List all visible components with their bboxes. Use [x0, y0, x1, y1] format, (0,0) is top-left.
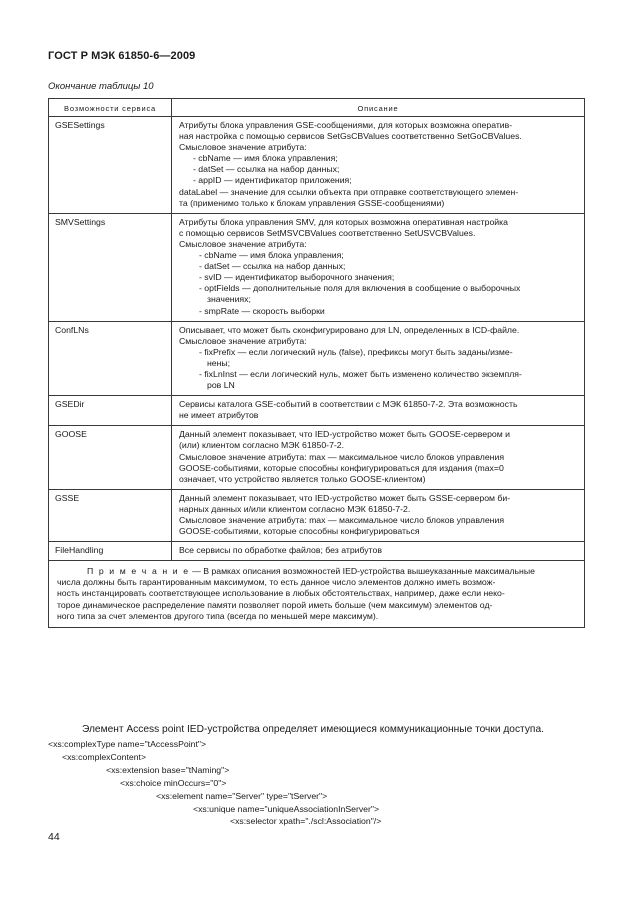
code-line: <xs:selector xpath="./scl:Association"/> — [230, 816, 382, 827]
description-line: Данный элемент показывает, что IED-устройство может быть GOOSE-сервером и — [179, 429, 510, 440]
note-first-line — [57, 566, 576, 577]
table-row — [49, 489, 585, 541]
description-line: - cbName — имя блока управления; — [199, 250, 344, 261]
capability-description — [172, 542, 585, 561]
capability-name: FileHandling — [49, 542, 172, 561]
code-line: <xs:complexType name="tAccessPoint"> — [48, 739, 207, 749]
description-line: - optFields — дополнительные поля для включения в сообщение о выборочных — [199, 283, 521, 294]
description-line: - cbName — имя блока управления; — [193, 153, 338, 164]
capability-name: GOOSE — [49, 426, 172, 489]
description-line: Данный элемент показывает, что IED-устройство может быть GSSE-сервером би- — [179, 492, 511, 503]
description-line: - fixPrefix — если логический нуль (false), префиксы могут быть заданы/изме- — [199, 346, 513, 357]
note-line: числа должны быть гарантированным максимумом, то есть данное число элементов должно иметь возмож- — [57, 577, 496, 588]
column-header-description: Описание — [172, 99, 585, 117]
capability-name: GSSE — [49, 489, 172, 541]
capability-name: GSEDir — [49, 396, 172, 426]
description-line: Смысловое значение атрибута: max — максимальное число блоков управления — [179, 451, 505, 462]
description-line: - smpRate — скорость выборки — [199, 305, 325, 316]
description-line: GOOSE-событиями, которые способны конфигурироваться — [179, 526, 420, 537]
description-line: Атрибуты блока управления SMV, для которых возможна оперативная настройка — [179, 216, 508, 227]
description-line: нарных данных и/или клиентом согласно МЭК 61850-7-2. — [179, 503, 411, 514]
description-line: с помощью сервисов SetMSVCBValues соответственно SetUSVCBValues. — [179, 227, 476, 238]
description-line: Смысловое значение атрибута: — [179, 335, 307, 346]
code-line: <xs:element name="Server" type="tServer"> — [156, 790, 328, 801]
capability-description — [172, 426, 585, 489]
description-line: та (применимо только к блокам управления GSSE-сообщениями) — [179, 197, 445, 208]
note-line: ность инстанцировать соответствующее использование в любых обстоятельствах, например, даже если неко- — [57, 588, 505, 599]
description-line: - datSet — ссылка на набор данных; — [199, 261, 346, 272]
description-line: ров LN — [207, 380, 235, 391]
note-line: торое динамическое распределение памяти позволяет порой иметь больше (чем максимум) элементов од- — [57, 599, 493, 610]
xml-schema-code — [48, 738, 381, 828]
table-caption: Окончание таблицы 10 — [48, 81, 154, 92]
description-line: (или) клиентом согласно МЭК 61850-7-2. — [179, 440, 345, 451]
document-header: ГОСТ Р МЭК 61850-6—2009 — [48, 50, 196, 62]
table-row — [49, 117, 585, 214]
description-line: нены; — [207, 357, 231, 368]
table-row — [49, 542, 585, 561]
capability-name: SMVSettings — [49, 213, 172, 321]
column-header-capability: Возможности сервиса — [49, 99, 172, 117]
capability-description — [172, 213, 585, 321]
capability-description — [172, 396, 585, 426]
capability-name: GSESettings — [49, 117, 172, 214]
note-row — [49, 561, 585, 627]
capability-description — [172, 117, 585, 214]
table-row — [49, 321, 585, 396]
description-line: Описывает, что может быть сконфигурировано для LN, определенных в ICD-файле. — [179, 324, 520, 335]
description-line: не имеет атрибутов — [179, 410, 259, 421]
capability-name: ConfLNs — [49, 321, 172, 396]
description-line: - datSet — ссылка на набор данных; — [193, 164, 340, 175]
description-line: Смысловое значение атрибута: max — максимальное число блоков управления — [179, 515, 505, 525]
description-line: GOOSE-событиями, которые способны конфигурироваться для издания (max=0 — [179, 462, 504, 473]
note-label: П р и м е ч а н и е — [87, 566, 190, 577]
description-line: Атрибуты блока управления GSE-сообщениями, для которых возможна оператив- — [179, 120, 513, 130]
note-line: ного типа за счет элементов другого типа (всегда по меньшей мере максимум). — [57, 610, 379, 621]
capability-description — [172, 489, 585, 541]
description-line: означает, что устройство является только GOOSE-клиентом) — [179, 473, 426, 484]
description-line: Сервисы каталога GSE-событий в соответствии с МЭК 61850-7-2. Эта возможность — [179, 399, 518, 410]
code-line: <xs:choice minOccurs="0"> — [120, 777, 227, 788]
page-number: 44 — [48, 831, 60, 843]
table-row — [49, 213, 585, 321]
description-line: dataLabel — значение для ссылки объекта при отправке соответствующего элемен- — [179, 186, 519, 197]
code-line: <xs:complexContent> — [62, 751, 147, 762]
table-row — [49, 396, 585, 426]
description-line: - fixLnInst — если логический нуль, может быть изменено количество экземпля- — [199, 368, 522, 379]
table-note — [49, 561, 585, 627]
description-line: Все сервисы по обработке файлов; без атрибутов — [179, 545, 382, 556]
table-row — [49, 426, 585, 489]
service-capabilities-table — [48, 98, 585, 628]
description-line: - appID — идентификатор приложения; — [193, 175, 352, 186]
capability-description — [172, 321, 585, 396]
code-line: <xs:unique name="uniqueAssociationInServer"> — [193, 803, 380, 814]
description-line: Смысловое значение атрибута: — [179, 142, 307, 153]
description-line: значениях; — [207, 294, 251, 305]
description-line: - svID — идентификатор выборочного значения; — [199, 272, 395, 283]
code-line: <xs:extension base="tNaming"> — [106, 764, 230, 775]
description-line: ная настройка с помощью сервисов SetGsCBValues соответственно SetGoCBValues. — [179, 131, 522, 142]
table-header-row — [49, 99, 585, 117]
note-first-text: — В рамках описания возможностей IED-устройства вышеуказанные максимальные — [189, 566, 535, 577]
description-line: Смысловое значение атрибута: — [179, 238, 307, 249]
access-point-paragraph: Элемент Access point IED-устройства определяет имеющиеся коммуникационные точки доступа. — [82, 724, 544, 735]
